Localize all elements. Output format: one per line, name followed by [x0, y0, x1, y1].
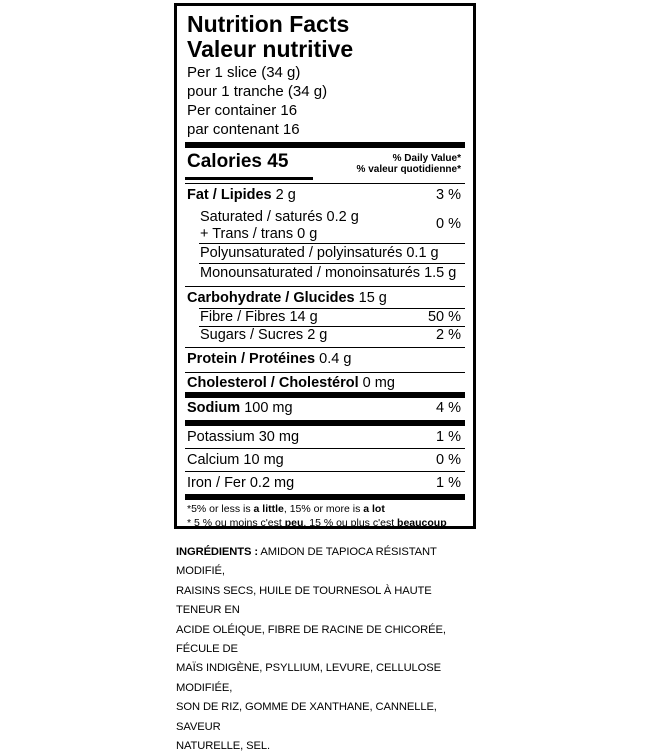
iron-dv: 1 % — [436, 475, 461, 491]
sugars-row: Sugars / Sucres 2 g — [200, 327, 328, 343]
title-en: Nutrition Facts — [187, 11, 350, 37]
footnote-fr: * 5 % ou moins c'est peu, 15 % ou plus c'est beaucoup — [187, 517, 447, 529]
servings-per-container-fr: par contenant 16 — [187, 121, 300, 138]
ingredients-text: AMIDON DE TAPIOCA RÉSISTANT MODIFIÉ, RAISINS SECS, HUILE DE TOURNESOL À HAUTE TENEUR EN ACIDE OLÉIQUE, FIBRE DE RACINE DE CHICORÉE, FÉCULE DE MAÏS INDIGÈNE, PSYLLIUM, LEVURE, CELLULOSE MODIFIÉE, SON DE RIZ, GOMME DE XANTHANE, CANNELLE, SAVEUR NATURELLE, SEL. — [176, 546, 446, 753]
title-fr: Valeur nutritive — [187, 36, 354, 62]
divider — [185, 448, 465, 449]
sugars-dv: 2 % — [436, 327, 461, 343]
protein-row: Protein / Protéines 0.4 g — [187, 351, 352, 367]
divider — [185, 286, 465, 287]
calories-row — [187, 152, 288, 172]
carbohydrate-row: Carbohydrate / Glucides 15 g — [187, 290, 387, 306]
potassium-dv: 1 % — [436, 429, 461, 445]
divider — [185, 471, 465, 472]
saturated-trans-dv: 0 % — [436, 216, 461, 232]
daily-value-header-fr: % valeur quotidienne* — [356, 164, 461, 175]
saturated-row: Saturated / saturés 0.2 g — [200, 209, 359, 225]
trans-row: + Trans / trans 0 g — [200, 226, 318, 242]
potassium-row: Potassium 30 mg — [187, 429, 300, 445]
divider — [199, 243, 465, 244]
servings-per-container-en: Per container 16 — [187, 102, 298, 119]
divider — [185, 347, 465, 348]
serving-size-fr: pour 1 tranche (34 g) — [187, 83, 328, 100]
divider — [185, 372, 465, 373]
calcium-dv: 0 % — [436, 452, 461, 468]
calories-value: 45 — [267, 151, 289, 172]
ingredients-label: INGRÉDIENTS : — [176, 546, 258, 558]
divider-thick — [185, 142, 465, 148]
polyunsaturated-row: Polyunsaturated / polyinsaturés 0.1 g — [200, 245, 439, 261]
divider-thick — [185, 392, 465, 398]
divider-thick — [185, 494, 465, 500]
sodium-row: Sodium 100 mg — [187, 400, 293, 416]
fibre-dv: 50 % — [427, 309, 461, 325]
nutrition-facts-table — [174, 3, 476, 529]
calories-underline — [185, 177, 313, 180]
divider-thick — [185, 420, 465, 426]
calories-label: Calories — [187, 151, 262, 172]
serving-size-en: Per 1 slice (34 g) — [187, 64, 301, 81]
daily-value-header-en: % Daily Value* — [392, 153, 461, 164]
fat-dv: 3 % — [436, 187, 461, 203]
calcium-row: Calcium 10 mg — [187, 452, 284, 468]
fat-row: Fat / Lipides 2 g — [187, 187, 296, 203]
sodium-dv: 4 % — [436, 400, 461, 416]
fibre-row: Fibre / Fibres 14 g — [200, 309, 318, 325]
iron-row: Iron / Fer 0.2 mg — [187, 475, 295, 491]
cholesterol-row: Cholesterol / Cholestérol 0 mg — [187, 375, 395, 391]
divider — [199, 263, 465, 264]
monounsaturated-row: Monounsaturated / monoinsaturés 1.5 g — [200, 265, 457, 281]
divider — [185, 183, 465, 184]
footnote-en: *5% or less is a little, 15% or more is a lot — [187, 503, 385, 515]
daily-value-header — [357, 153, 461, 175]
